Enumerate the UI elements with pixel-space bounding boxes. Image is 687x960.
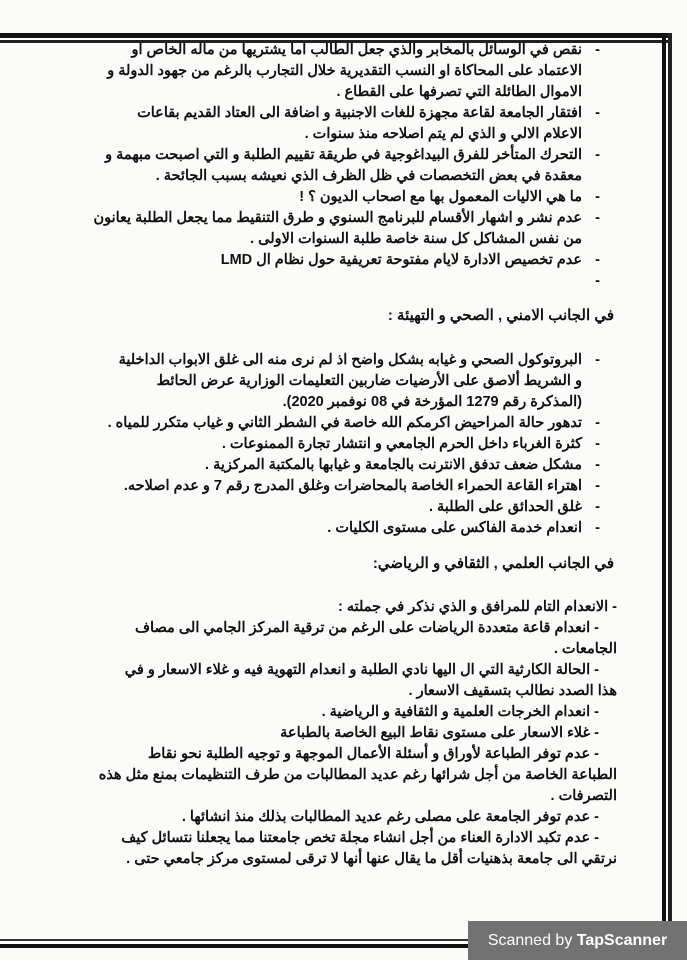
list-item-line: نقص في الوسائل بالمخابر والذي جعل الطالب اما يشتريها من ماله الخاص او [131, 42, 582, 58]
bullet-dash: - [595, 352, 600, 368]
list-item-line: افتقار الجامعة لقاعة مجهزة للغات الاجنبية و اضافة الى العتاد القديم بقاعات [137, 105, 582, 121]
bullet-dash: - [595, 105, 600, 121]
bullet-dash: - [595, 499, 600, 515]
list-item-line: و الشريط ألاصق على الأرضيات ضاربين التعليمات الوزارية عرض الحائط [156, 373, 582, 389]
bullet-dash: - [595, 436, 600, 452]
list-item [80, 103, 600, 145]
bullet-dash: - [595, 415, 600, 431]
list-item [80, 518, 600, 539]
list-item [80, 187, 600, 208]
list-item-line: تدهور حالة المراحيض اكرمكم الله خاصة في الشطر الثاني و غياب متكرر للمياه . [107, 415, 582, 431]
list-item-line: انعدام خدمة الفاكس على مستوى الكليات . [327, 520, 582, 536]
bullet-dash: - [595, 252, 600, 268]
heading-security-health: في الجانب الامني , الصحي و التهيئة : [387, 307, 614, 324]
list-item [80, 271, 600, 292]
list-item-line: - عدم توفر الطباعة لأوراق و أسئلة الأعمال الموجهة و توجيه الطلبة نحو نقاط [147, 746, 599, 762]
list-item-line: - الحالة الكارثية التي ال اليها نادي الطلبة و انعدام التهوية فيه و غلاء الاسعار و في [124, 662, 599, 678]
list-item [80, 208, 600, 250]
bullet-dash: - [595, 478, 600, 494]
list-item-line: الطباعة الخاصة من أجل شرائها رغم عديد المطالبات من طرف التنظيمات بمنع مثل هذه [98, 767, 617, 783]
list-item-line: نرتقي الى جامعة بذهنيات أقل ما يقال عنها أنها لا ترقى لمستوى مركز جامعي حتى . [126, 851, 617, 867]
bullet-dash: - [595, 520, 600, 536]
list-item-line: ما هي الاليات المعمول بها مع اصحاب الديون ؟ ! [299, 189, 582, 205]
list-item-line: هذا الصدد نطالب بتسقيف الاسعار . [408, 683, 617, 699]
list-item-line: التصرفات . [550, 788, 617, 804]
list-item-line: عدم تخصيص الادارة لايام مفتوحة تعريفية حول نظام ال LMD [220, 252, 582, 268]
list-item-line: - الانعدام التام للمرافق و الذي نذكر في جملته : [337, 599, 617, 615]
list-item [80, 350, 600, 413]
list-item-line: (المذكرة رقم 1279 المؤرخة في 08 نوفمبر 2020). [282, 394, 582, 410]
bullet-dash: - [595, 273, 600, 289]
page-frame-right-border [662, 33, 666, 951]
list-item [77, 828, 617, 870]
bullet-dash: - [595, 147, 600, 163]
section-general-issues [80, 40, 600, 292]
list-item-line: عدم نشر و اشهار الأقسام للبرنامج السنوي و طرق التنقيط مما يجعل الطلبة يعانون [93, 210, 582, 226]
heading-scientific-cultural: في الجانب العلمي , الثقافي و الرياضي: [372, 555, 614, 572]
page-frame-top-border [0, 33, 672, 40]
list-item [80, 476, 600, 497]
section-security-health [80, 350, 600, 539]
list-item [80, 455, 600, 476]
watermark-prefix: Scanned by [487, 932, 577, 949]
list-item-line: - انعدام الخرجات العلمية و الثقافية و الرياضية . [321, 704, 599, 720]
list-item-line: - انعدام قاعة متعددة الرياضات على الرغم من ترقية المركز الجامي الى مصاف [135, 620, 599, 636]
list-item-line: البروتوكول الصحي و غيابه بشكل واضح اذ لم نرى منه الى غلق الابواب الداخلية [118, 352, 582, 368]
list-item [80, 434, 600, 455]
list-item-line: من نفس المشاكل كل سنة خاصة طلبة السنوات الاولى . [250, 231, 582, 247]
list-item [77, 597, 617, 618]
list-item [77, 744, 617, 807]
list-item [77, 702, 617, 723]
list-item [80, 413, 600, 434]
list-item-line: الاعلام الالي و الذي لم يتم اصلاحه منذ سنوات . [304, 126, 582, 142]
list-item-line: - غلاء الاسعار على مستوى نقاط البيع الخاصة بالطباعة [280, 725, 599, 741]
list-item [80, 250, 600, 271]
list-item-line: اهتراء القاعة الحمراء الخاصة بالمحاضرات وغلق المدرج رقم 7 و عدم اصلاحه. [123, 478, 582, 494]
list-item-line: غلق الحدائق على الطلبة . [428, 499, 582, 515]
list-item [77, 660, 617, 702]
list-item [80, 145, 600, 187]
list-item-line: التحرك المتأخر للفرق البيداغوجية في طريقة تقييم الطلبة و التي اصبحت مبهمة و [105, 147, 582, 163]
list-item [80, 40, 600, 103]
bullet-dash: - [595, 457, 600, 473]
bullet-dash: - [595, 189, 600, 205]
scanner-watermark [468, 921, 687, 960]
list-item [80, 497, 600, 518]
bullet-dash: - [595, 210, 600, 226]
list-item-line: معقدة في بعض التخصصات في ظل الظرف الذي نعيشه بسبب الجائحة . [155, 168, 582, 184]
list-item [77, 618, 617, 660]
list-item-line: الاموال الطائلة التي تصرفها على القطاع . [336, 84, 582, 100]
list-item-line: الجامعات . [553, 641, 617, 657]
list-item-line [80, 271, 582, 292]
section-scientific-cultural [77, 597, 617, 870]
watermark-brand: TapScanner [576, 932, 668, 949]
list-item-line: مشكل ضعف تدفق الانترنت بالجامعة و غيابها بالمكتبة المركزية . [205, 457, 582, 473]
list-item [77, 723, 617, 744]
bullet-dash: - [595, 42, 600, 58]
list-item-line: كثرة الغرباء داخل الحرم الجامعي و انتشار تجارة الممنوعات . [221, 436, 582, 452]
list-item-line: - عدم تكبد الادارة العناء من أجل انشاء مجلة تخص جامعتنا مما يجعلنا نتسائل كيف [121, 830, 599, 846]
list-item-line: - عدم توفر الجامعة على مصلى رغم عديد المطالبات بذلك منذ انشائها . [181, 809, 599, 825]
list-item [77, 807, 617, 828]
list-item-line: الاعتماد على المحاكاة او النسب التقديرية خلال التجارب بالرغم من جهود الدولة و [107, 63, 582, 79]
